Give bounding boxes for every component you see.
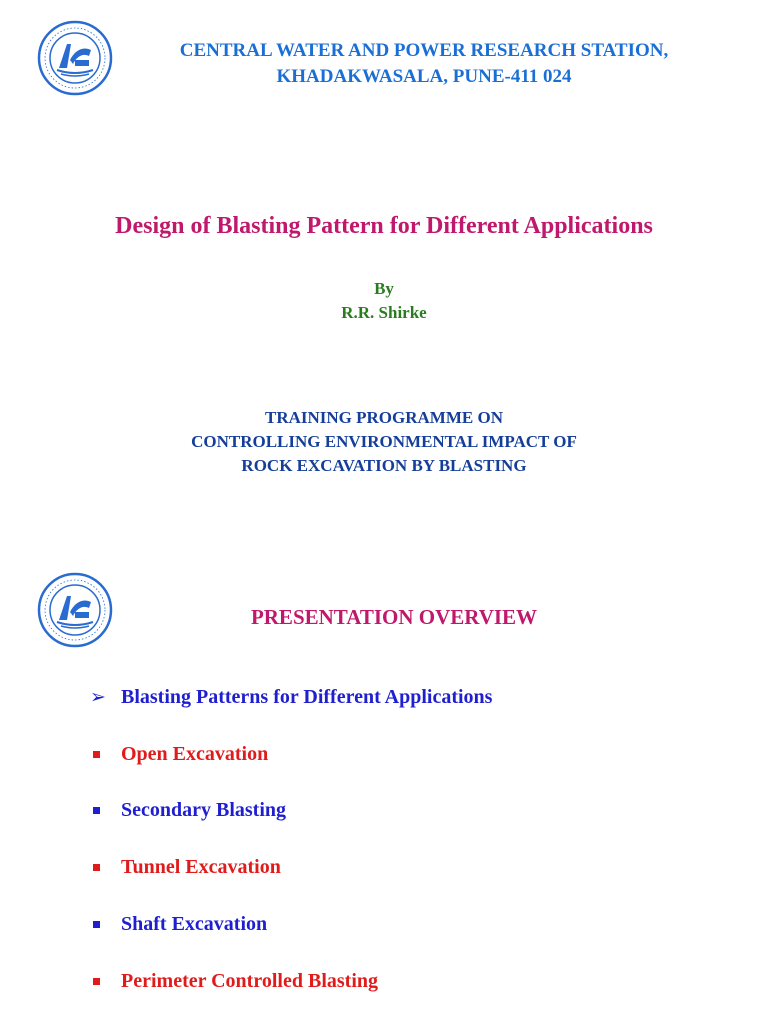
training-programme <box>0 406 768 478</box>
training-line: ROCK EXCAVATION BY BLASTING <box>241 456 527 475</box>
byline <box>0 277 768 325</box>
author-name: R.R. Shirke <box>341 303 427 322</box>
overview-heading: PRESENTATION OVERVIEW <box>250 605 538 629</box>
list-item <box>90 726 730 783</box>
list-item <box>90 896 730 953</box>
organization-line: KHADAKWASALA, PUNE-411 024 <box>276 66 572 87</box>
list-item-label: Open Excavation <box>121 742 269 765</box>
organization-name <box>40 38 768 90</box>
list-item <box>90 953 730 1010</box>
arrow-icon: ➢ <box>90 686 106 709</box>
list-item-label: Perimeter Controlled Blasting <box>121 969 378 992</box>
training-line: CONTROLLING ENVIRONMENTAL IMPACT OF <box>191 432 577 451</box>
overview-list <box>90 669 730 1010</box>
square-bullet-icon <box>90 864 121 871</box>
square-bullet-icon <box>90 921 121 928</box>
list-item <box>90 783 730 840</box>
overview-slide <box>0 545 768 1024</box>
training-line: TRAINING PROGRAMME ON <box>265 408 503 427</box>
presentation-title: Design of Blasting Pattern for Different Applications <box>115 213 653 239</box>
list-item <box>90 839 730 896</box>
by-label: By <box>374 279 394 298</box>
list-item-label: Shaft Excavation <box>121 913 268 936</box>
list-item-label: Blasting Patterns for Different Applications <box>121 685 493 708</box>
square-bullet-icon <box>90 807 121 814</box>
list-item-label: Secondary Blasting <box>121 799 287 822</box>
list-item-label: Tunnel Excavation <box>121 856 281 879</box>
square-bullet-icon <box>90 751 121 758</box>
list-item <box>90 669 730 726</box>
square-bullet-icon <box>90 978 121 985</box>
organization-line: CENTRAL WATER AND POWER RESEARCH STATION, <box>179 40 669 61</box>
